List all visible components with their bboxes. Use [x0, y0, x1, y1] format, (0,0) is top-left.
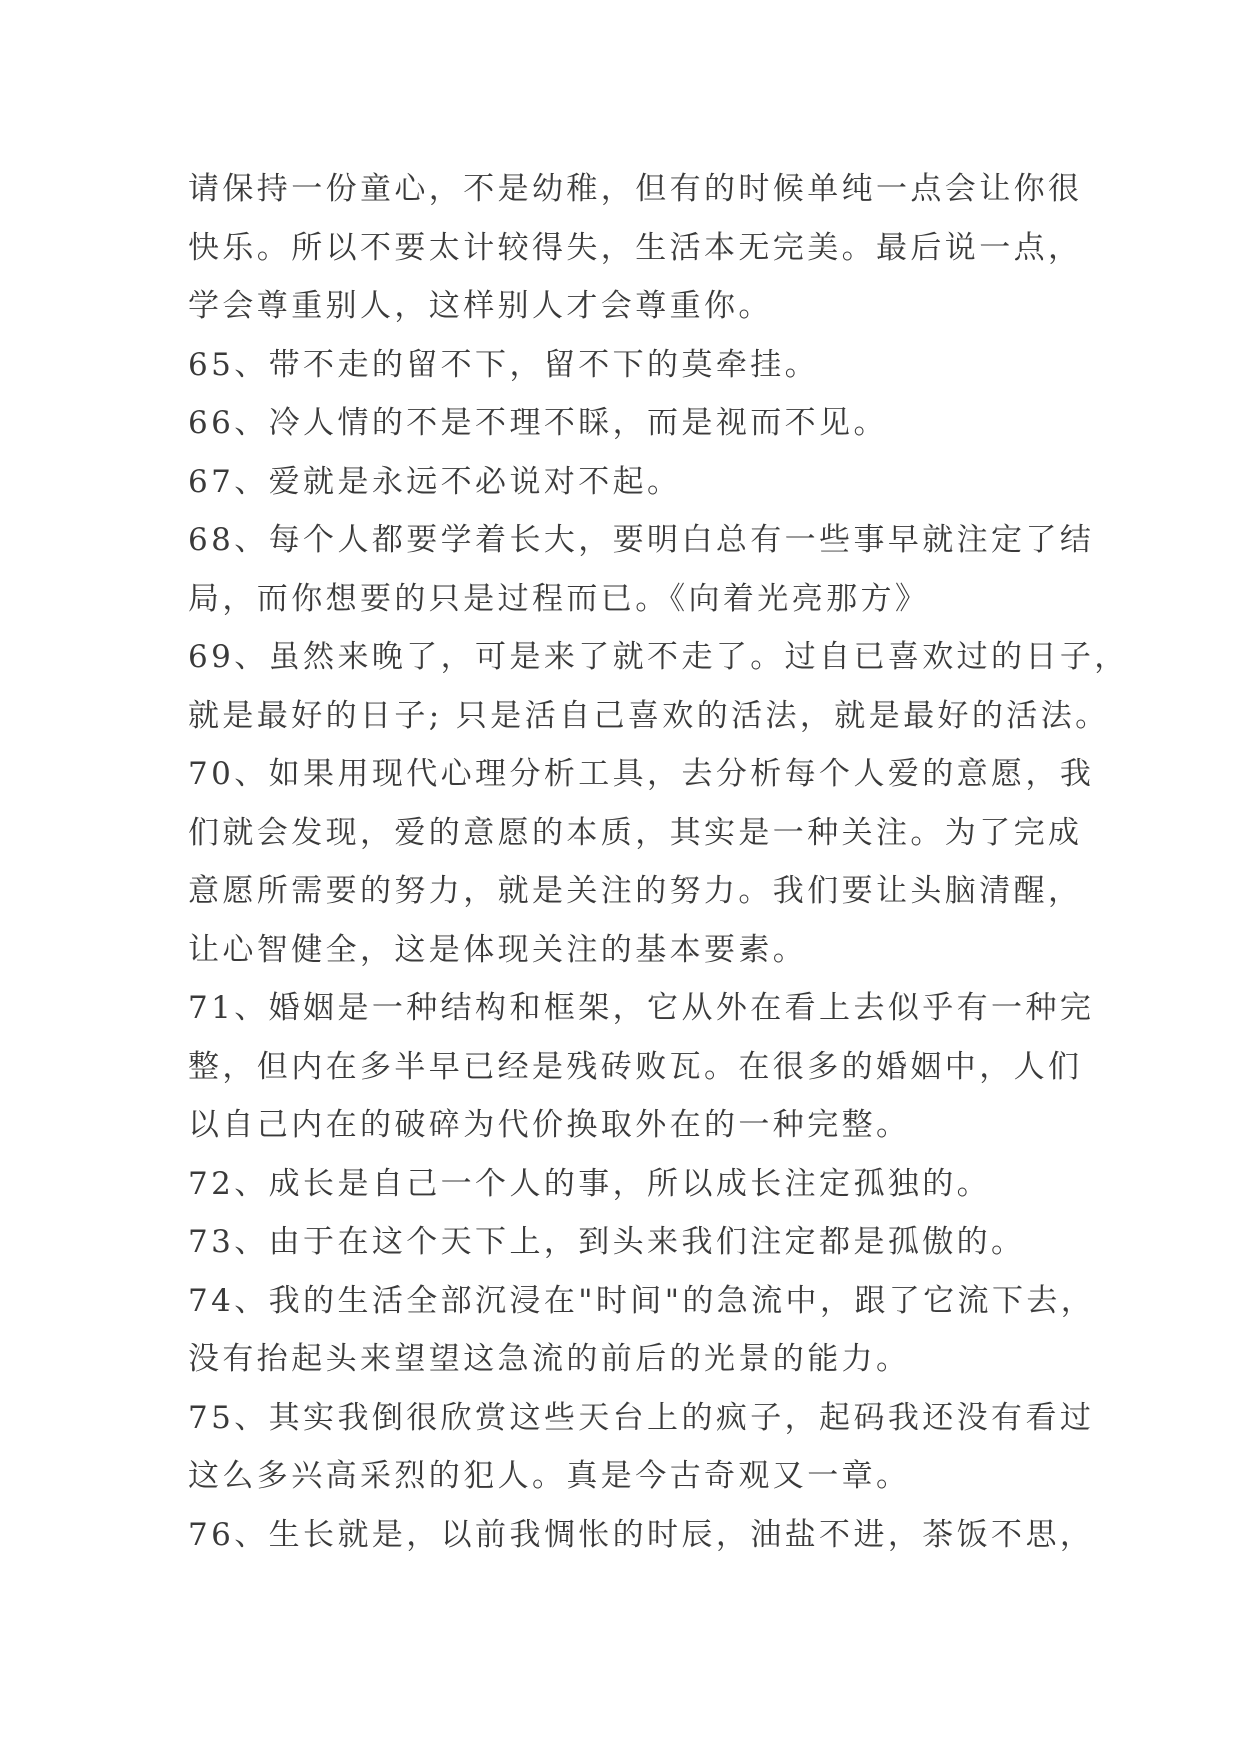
text-line: 75、其实我倒很欣赏这些天台上的疯子，起码我还没有看过 [188, 1399, 1095, 1436]
text-line: 68、每个人都要学着长大，要明白总有一些事早就注定了结 [188, 522, 1095, 558]
text-line: 66、冷人情的不是不理不睬，而是视而不见。 [188, 405, 888, 441]
text-line: 意愿所需要的努力，就是关注的努力。我们要让头脑清醒， [188, 873, 1083, 909]
text-line: 就是最好的日子; 只是活自己喜欢的活法，就是最好的活法。 [188, 697, 1110, 734]
text-line: 74、我的生活全部沉浸在"时间"的急流中，跟了它流下去， [188, 1282, 1096, 1319]
body-text [188, 160, 1129, 1564]
text-line: 快乐。所以不要太计较得失，生活本无完美。最后说一点， [188, 229, 1083, 266]
text-line: 71、婚姻是一种结构和框架，它从外在看上去似乎有一种完 [188, 990, 1095, 1026]
text-line: 学会尊重别人，这样别人才会尊重你。 [188, 288, 773, 324]
text-line: 73、由于在这个天下上，到头来我们注定都是孤傲的。 [188, 1224, 1026, 1260]
text-line: 以自己内在的破碎为代价换取外在的一种完整。 [188, 1107, 911, 1143]
text-line: 们就会发现，爱的意愿的本质，其实是一种关注。为了完成 [188, 814, 1083, 851]
text-line: 让心智健全，这是体现关注的基本要素。 [188, 931, 808, 968]
text-line: 69、虽然来晚了，可是来了就不走了。过自已喜欢过的日子， [188, 639, 1129, 675]
text-line: 整，但内在多半早已经是残砖败瓦。在很多的婚姻中，人们 [188, 1048, 1083, 1085]
text-line: 65、带不走的留不下，留不下的莫牵挂。 [188, 346, 820, 383]
text-line: 请保持一份童心，不是幼稚，但有的时候单纯一点会让你很 [188, 171, 1083, 207]
text-line: 76、生长就是，以前我惆怅的时辰，油盐不进，茶饭不思， [188, 1516, 1095, 1553]
text-line: 没有抬起头来望望这急流的前后的光景的能力。 [188, 1341, 911, 1377]
text-line: 70、如果用现代心理分析工具，去分析每个人爱的意愿，我 [188, 756, 1095, 792]
text-line: 72、成长是自己一个人的事，所以成长注定孤独的。 [188, 1165, 992, 1202]
text-line: 67、爱就是永远不必说对不起。 [188, 463, 682, 500]
text-line: 局，而你想要的只是过程而已。《向着光亮那方》 [188, 580, 930, 617]
text-line: 这么多兴高采烈的犯人。真是今古奇观又一章。 [188, 1458, 911, 1494]
